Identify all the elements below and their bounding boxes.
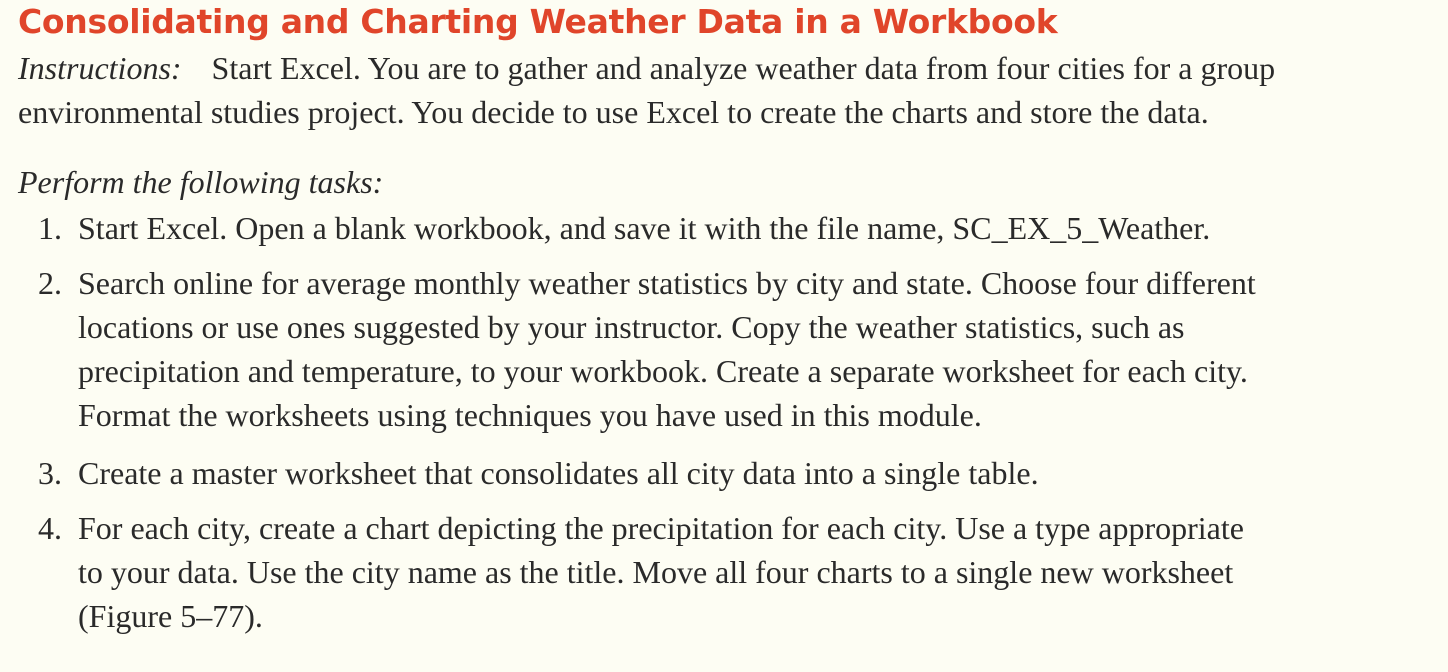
instructions-line-2: environmental studies project. You decide to use Excel to create the charts and store the data. — [18, 94, 1209, 130]
task-line: precipitation and temperature, to your workbook. Create a separate worksheet for each city. — [78, 353, 1248, 389]
instructions-line-1 — [18, 46, 1438, 90]
task-number: 3. — [38, 455, 62, 491]
task-text — [78, 261, 1256, 437]
task-line: Search online for average monthly weather statistics by city and state. Choose four different — [78, 265, 1256, 301]
task-line: Create a master worksheet that consolidates all city data into a single table. — [78, 455, 1039, 491]
task-number: 1. — [38, 210, 62, 246]
task-text — [78, 506, 1244, 638]
task-number: 4. — [38, 510, 62, 546]
task-line: For each city, create a chart depicting the precipitation for each city. Use a type appropriate — [78, 510, 1244, 546]
task-line: locations or use ones suggested by your instructor. Copy the weather statistics, such as — [78, 309, 1185, 345]
task-line: Start Excel. Open a blank workbook, and save it with the file name, SC_EX_5_Weather. — [78, 210, 1211, 246]
task-line: Format the worksheets using techniques you have used in this module. — [78, 397, 982, 433]
task-line: to your data. Use the city name as the title. Move all four charts to a single new worksheet — [78, 554, 1234, 590]
instructions-paragraph — [18, 46, 1438, 134]
document-title: Consolidating and Charting Weather Data in a Workbook — [18, 2, 1058, 41]
instructions-text-1: Start Excel. You are to gather and analyze weather data from four cities for a group — [211, 50, 1276, 86]
task-text — [78, 206, 1210, 250]
task-line: (Figure 5–77). — [78, 598, 263, 634]
tasks-heading: Perform the following tasks: — [18, 164, 384, 200]
task-text — [78, 451, 1039, 495]
instructions-label: Instructions: — [18, 50, 182, 86]
task-number: 2. — [38, 265, 62, 301]
